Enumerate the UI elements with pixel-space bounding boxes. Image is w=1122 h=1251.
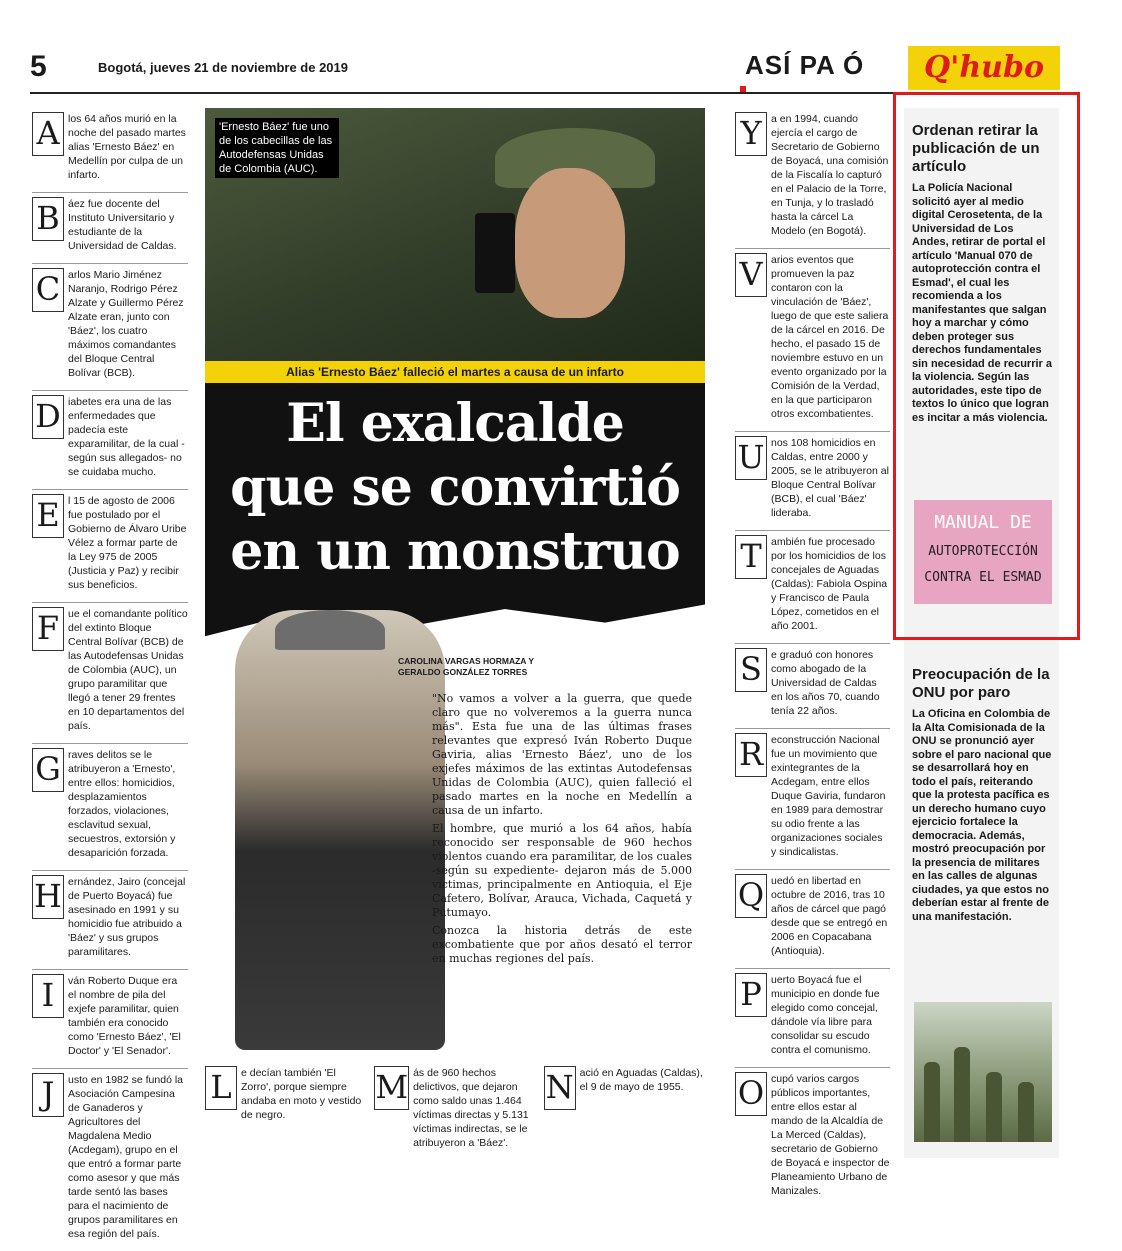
bottom-alphabet-row [205, 1066, 705, 1150]
alpha-item [735, 644, 890, 729]
drop-letter: L [205, 1066, 237, 1110]
drop-letter: H [32, 875, 64, 919]
drop-letter: T [735, 535, 767, 579]
alpha-text: l 15 de agosto de 2006 fue postulado por el Gobierno de Álvaro Uribe Vélez a formar parte de la Ley 975 de 2005 (Justicia y Paz) y recibir sus beneficios. [68, 495, 187, 591]
alpha-item [735, 870, 890, 969]
drop-letter: J [32, 1073, 64, 1117]
headline-line: El exalcalde [286, 393, 624, 454]
drop-letter: V [735, 253, 767, 297]
alpha-item [32, 744, 188, 871]
alpha-text: ue el comandante político del extinto Bloque Central Bolívar (BCB) de las Autodefensas Unidas de Colombia (AUC), un grupo paramilitar que llegó a tener 29 frentes en 10 departamentos del país. [68, 608, 188, 732]
cover-line: AUTOPROTECCIÓN [928, 544, 1038, 559]
alpha-text: cupó varios cargos públicos importantes, entre ellos estar al mando de la Alcaldía de La Merced (Caldas), secretario de Gobierno de Boyacá e inspector de Planeamiento Urbano de Manizales. [771, 1073, 890, 1197]
drop-letter: P [735, 973, 767, 1017]
alpha-text: ernández, Jairo (concejal de Puerto Boyacá) fue asesinado en 1991 y su homicidio fue atribuido a 'Báez' y sus grupos paramilitares. [68, 876, 186, 958]
radio-icon [475, 213, 515, 293]
page-number: 5 [30, 50, 47, 83]
drop-letter: A [32, 112, 64, 156]
alpha-text: raves delitos se le atribuyeron a 'Ernesto', entre ellos: homicidios, desplazamientos forzados, violaciones, esclavitud sexual, secuestros, extorsión y desaparición forzada. [68, 749, 176, 859]
drop-letter: M [374, 1066, 409, 1110]
alpha-item [544, 1066, 705, 1150]
alpha-text: usto en 1982 se fundó la Asociación Campesina de Ganaderos y Agricultores del Magdalena Medio (Acdegam), grupo en el que entró a formar parte como asesor y que más tarde sentó las bases para el nacimiento de grupos paramilitares en esa región del país. [68, 1074, 184, 1240]
sidebar-news-2 [912, 666, 1052, 924]
headline-line: en un monstruo [230, 521, 680, 582]
alpha-text: nos 108 homicidios en Caldas, entre 2000 y 2005, se le atribuyeron al Bloque Central Bolívar (BCB), el cual 'Báez' lideraba. [771, 437, 889, 519]
newspaper-logo: Q'hubo [908, 46, 1060, 90]
alpha-item [32, 193, 188, 264]
alpha-text: ás de 960 hechos delictivos, que dejaron como saldo unas 1.464 víctimas directas y 5.131 víctimas indirectas, se le atribuyeron a 'Báez'. [413, 1067, 529, 1149]
drop-letter: Y [735, 112, 767, 156]
drop-letter: U [735, 436, 767, 480]
alpha-item [32, 490, 188, 603]
photo-banner: Alias 'Ernesto Báez' falleció el martes a causa de un infarto [205, 361, 705, 383]
alpha-text: arlos Mario Jiménez Naranjo, Rodrigo Pérez Alzate y Guillermo Pérez Alzate eran, junto con 'Báez', los cuatro máximos comandantes del Bloque Central Bolívar (BCB). [68, 269, 184, 379]
drop-letter: O [735, 1072, 767, 1116]
author-line: CAROLINA VARGAS HORMAZA Y [398, 656, 534, 666]
drop-letter: F [32, 607, 64, 651]
alpha-item [735, 729, 890, 870]
alpha-item [32, 264, 188, 391]
soldiers-photo [914, 1002, 1052, 1142]
alpha-item [735, 1068, 890, 1208]
sidebar-text: La Policía Nacional solicitó ayer al medio digital Cerosetenta, de la Universidad de Los Andes, retirar de portal el artículo 'Manual 070 de autoprotección contra el Esmad', el cual les recomienda a los manifestantes que salgan hoy a marchar y cómo deben proteger sus derechos fundamentales sin necesidad de recurrir a la violencia. Según las autoridades, este tipo de textos lo único que logran es incitar a más violencia. [912, 182, 1053, 424]
alpha-text: uedó en libertad en octubre de 2016, tras 10 años de cárcel que pagó desde que se entregó en 2006 en Copacabana (Antioquia). [771, 875, 888, 957]
drop-letter: C [32, 268, 64, 312]
drop-letter: I [32, 974, 64, 1018]
section-name: ASÍ PA Ó [745, 50, 865, 80]
left-alphabet-column [32, 108, 188, 1251]
alpha-item [32, 1069, 188, 1251]
alpha-text: ació en Aguadas (Caldas), el 9 de mayo de 1955. [579, 1067, 703, 1093]
alpha-text: a en 1994, cuando ejercía el cargo de Secretario de Gobierno de Boyacá, una comisión de la Fiscalía lo capturó en el Palacio de la Torre, en Tunja, y lo trasladó hasta la cárcel La Modelo (en Bogotá). [771, 113, 889, 237]
alpha-text: e decían también 'El Zorro', porque siempre andaba en moto y vestido de negro. [241, 1067, 362, 1121]
alpha-text: uerto Boyacá fue el municipio en donde fue elegido como concejal, dándole vía libre para consolidar su escudo contra el comunismo. [771, 974, 880, 1056]
alpha-item [32, 391, 188, 490]
article-paragraph: El hombre, que murió a los 64 años, había reconocido ser responsable de 960 hechos violentos cuando era paramilitar, de los cuales -según su expediente- dejaron más de 5.000 víctimas, principalmente en Antioquia, el Eje Cafetero, Bolívar, Arauca, Vichada, Caquetá y Putumayo. [432, 822, 692, 919]
soldier-shape [954, 1047, 970, 1142]
right-alphabet-column [735, 108, 890, 1208]
headline-line: que se convirtió [230, 457, 680, 518]
alpha-item [374, 1066, 535, 1150]
dateline: Bogotá, jueves 21 de noviembre de 2019 [98, 60, 348, 75]
drop-letter: Q [735, 874, 767, 918]
article-body [432, 692, 692, 970]
alpha-text: los 64 años murió en la noche del pasado martes alias 'Ernesto Báez' en Medellín por culpa de un infarto. [68, 113, 186, 181]
sidebar-title: Preocupación de la ONU por paro [912, 666, 1050, 701]
drop-letter: B [32, 197, 64, 241]
cap-shape [275, 610, 385, 650]
alpha-item [735, 432, 890, 531]
alpha-item [32, 871, 188, 970]
article-paragraph: Conozca la historia detrás de este excombatiente que por años desató el terror en muchas regiones del país. [432, 924, 692, 965]
soldier-shape [986, 1072, 1002, 1142]
alpha-text: econstrucción Nacional fue un movimiento que exintegrantes de la Acdegam, entre ellos Duque Gaviria, fundaron en 1989 para demostrar su odio frente a las organizaciones sociales y sindicalistas. [771, 734, 886, 858]
alpha-item [32, 108, 188, 193]
sidebar-news-1 [912, 122, 1052, 425]
drop-letter: G [32, 748, 64, 792]
sidebar-title: Ordenan retirar la publicación de un artículo [912, 122, 1040, 175]
alpha-text: áez fue docente del Instituto Universitario y estudiante de la Universidad de Caldas. [68, 198, 177, 252]
cover-line: CONTRA EL ESMAD [924, 570, 1042, 585]
alpha-text: ambién fue procesado por los homicidios de los concejales de Aguadas (Caldas): Fabiola Ospina y Francisco de Paula López, cometidos en el año 2001. [771, 536, 888, 632]
alpha-item [32, 603, 188, 744]
alpha-item [32, 970, 188, 1069]
alpha-text: e graduó con honores como abogado de la Universidad de Caldas en los años 70, cuando tenía 22 años. [771, 649, 880, 717]
soldier-shape [1018, 1082, 1034, 1142]
face-shape [515, 168, 625, 318]
alpha-text: arios eventos que promueven la paz contaron con la vinculación de 'Báez', luego de que este saliera de la cárcel en 2016. De hecho, el pasado 15 de noviembre estuvo en un evento organizado por la Comisión de la Verdad, en la que participaron otros excombatientes. [771, 254, 889, 420]
soldier-shape [924, 1062, 940, 1142]
alpha-item [735, 531, 890, 644]
manual-cover-image [914, 500, 1052, 604]
alpha-item [735, 969, 890, 1068]
alpha-text: ván Roberto Duque era el nombre de pila del exjefe paramilitar, quien también era conocido como 'Ernesto Báez', 'El Doctor' y 'El Senador'. [68, 975, 181, 1057]
drop-letter: S [735, 648, 767, 692]
cover-line: MANUAL DE [934, 512, 1032, 533]
drop-letter: D [32, 395, 64, 439]
drop-letter: R [735, 733, 767, 777]
article-paragraph: "No vamos a volver a la guerra, que quede claro que no volveremos a la guerra nunca más". Esta fue una de las últimas frases relevantes que expresó Iván Roberto Duque Gaviria, alias 'Ernesto Báez', uno de los exjefes máximos de las extintas Autodefensas Unidas de Colombia (AUC), quien falleció el pasado martes en la noche en Medellín a causa de un infarto. [432, 692, 692, 817]
drop-letter: E [32, 494, 64, 538]
main-headline [205, 392, 705, 584]
alpha-text: iabetes era una de las enfermedades que padecía este exparamilitar, de la cual -según sus allegados- no se cuidaba mucho. [68, 396, 185, 478]
alpha-item [735, 108, 890, 249]
alpha-item [735, 249, 890, 432]
drop-letter: N [544, 1066, 576, 1110]
author-line: GERALDO GONZÁLEZ TORRES [398, 667, 528, 677]
sidebar-text: La Oficina en Colombia de la Alta Comisionada de la ONU se pronunció ayer sobre el paro nacional que se desarrollará hoy en todo el país, reiterando que la protesta pacífica es un derecho humano cuyo ejercicio fortalece la democracia. Además, mostró preocupación por la presencia de militares en las calles de algunas ciudades, ya que estos no deberían estar al frente de una manifestación. [912, 708, 1052, 923]
top-photo [205, 108, 705, 363]
byline [398, 656, 578, 678]
alpha-item [205, 1066, 366, 1150]
photo-caption: 'Ernesto Báez' fue uno de los cabecillas de las Autodefensas Unidas de Colombia (AUC). [215, 118, 339, 178]
